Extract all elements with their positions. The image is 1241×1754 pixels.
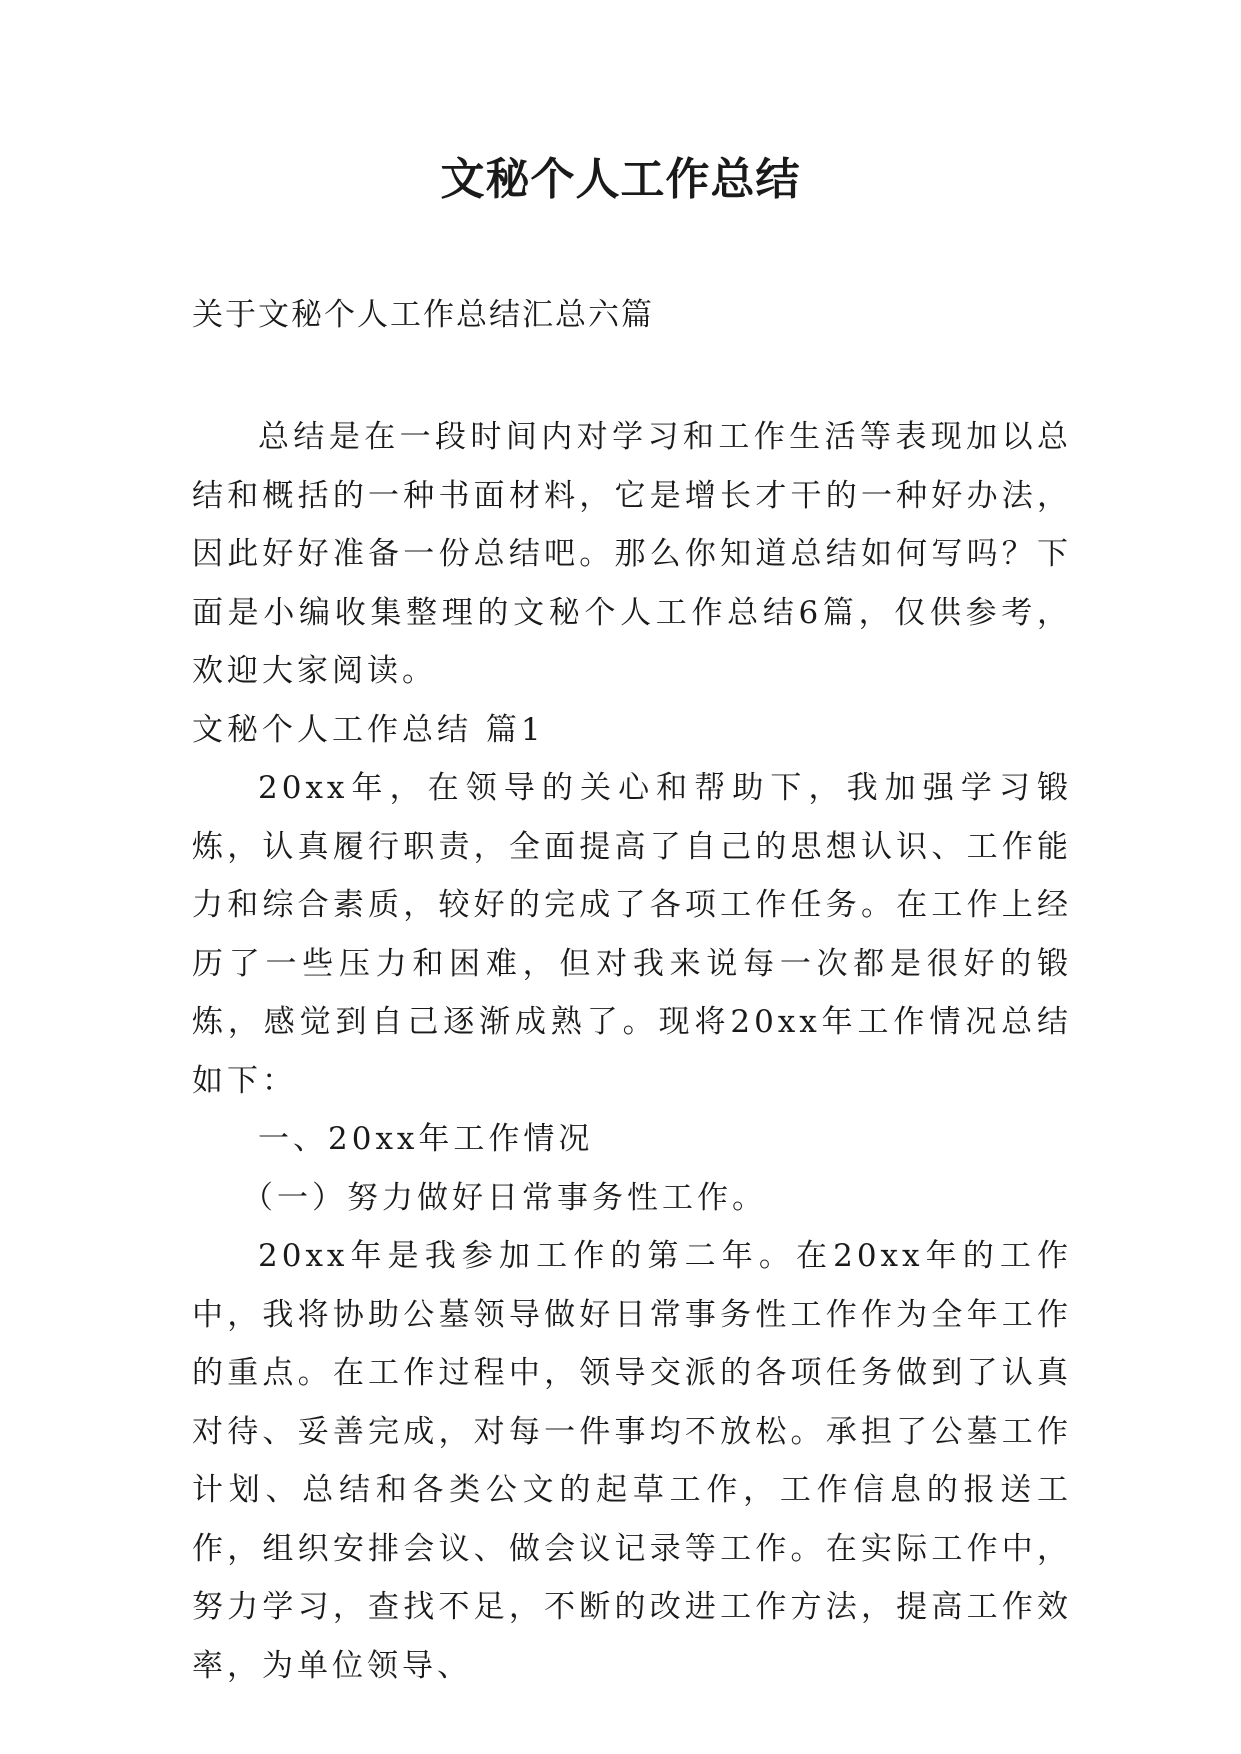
document-subtitle: 关于文秘个人工作总结汇总六篇 [192,297,654,333]
body-paragraph-2: 20xx年是我参加工作的第二年。在20xx年的工作中，我将协助公墓领导做好日常事务性工作作为全年工作的重点。在工作过程中，领导交派的各项任务做到了认真对待、妥善完成，对每一件事均不放松。承担了公墓工作计划、总结和各类公文的起草工作，工作信息的报送工作，组织安排会议、做会议记录等工作。在实际工作中，努力学习，查找不足，不断的改进工作方法，提高工作效率，为单位领导、 [192,1238,1072,1684]
body-paragraph-1: 20xx年，在领导的关心和帮助下，我加强学习锻炼，认真履行职责，全面提高了自己的思想认识、工作能力和综合素质，较好的完成了各项工作任务。在工作上经历了一些压力和困难，但对我来说每一次都是很好的锻炼，感觉到自己逐渐成熟了。现将20xx年工作情况总结如下： [192,770,1072,1099]
document-title: 文秘个人工作总结 [440,154,801,205]
subheading-2: （一）努力做好日常事务性工作。 [242,1179,767,1216]
document-body [192,408,1072,1695]
intro-paragraph: 总结是在一段时间内对学习和工作生活等表现加以总结和概括的一种书面材料，它是增长才干的一种好办法，因此好好准备一份总结吧。那么你知道总结如何写吗？下面是小编收集整理的文秘个人工作总结6篇，仅供参考，欢迎大家阅读。 [192,419,1072,689]
section-heading: 文秘个人工作总结 篇1 [192,711,545,748]
subheading-1: 一、20xx年工作情况 [258,1121,594,1157]
